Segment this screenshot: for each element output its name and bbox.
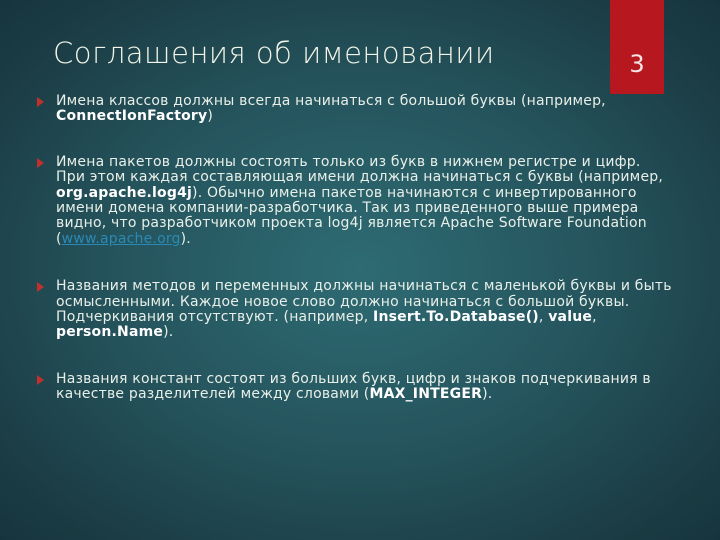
apache-link[interactable]: www.apache.org bbox=[61, 230, 181, 247]
bullet-text: ). bbox=[482, 386, 493, 403]
code-example: value bbox=[548, 309, 593, 326]
bullet-marker-icon bbox=[37, 158, 44, 168]
bullet-class-names bbox=[36, 94, 672, 125]
bullet-text: ). bbox=[180, 230, 191, 247]
bullet-marker-icon bbox=[37, 375, 44, 385]
slide-title: Соглашения об именовании bbox=[53, 36, 495, 70]
bullet-text: , bbox=[592, 309, 597, 326]
code-example: person.Name bbox=[56, 324, 164, 341]
bullet-text: ). Обычно имена пакетов начинаются с инвертированного имени домена компании-разработчика. Так из приведенного выше примера видно, что разработчиком проекта log4j является Apache Software Foundation ( bbox=[56, 184, 647, 247]
bullet-text: ) bbox=[207, 108, 214, 125]
code-example: MAX_INTEGER bbox=[369, 386, 483, 403]
bullet-marker-icon bbox=[37, 97, 44, 107]
bullet-text: , bbox=[538, 309, 549, 326]
bullet-package-names bbox=[36, 155, 672, 247]
bullet-text: Названия методов и переменных должны начинаться с маленькой буквы и быть осмысленными. Каждое новое слово должно начинаться с большой буквы. Подчеркивания отсутствуют. (например, bbox=[56, 278, 672, 326]
bullet-text: Имена пакетов должны состоять только из букв в нижнем регистре и цифр. При этом каждая составляющая имени должна начинаться с буквы (например, bbox=[56, 153, 663, 186]
bullet-text: Имена классов должны всегда начинаться с большой буквы (например, bbox=[56, 93, 606, 109]
bullet-text: ). bbox=[163, 324, 174, 341]
bullet-marker-icon bbox=[37, 282, 44, 292]
bullet-method-names bbox=[36, 279, 672, 341]
bullet-list bbox=[36, 94, 672, 403]
page-number: 3 bbox=[629, 50, 645, 78]
bullet-text: Названия констант состоят из больших букв, цифр и знаков подчеркивания в качестве разделителей между словами ( bbox=[56, 370, 651, 403]
code-example: ConnectIonFactory bbox=[56, 108, 208, 125]
bullet-constant-names bbox=[36, 372, 672, 403]
page-number-tab bbox=[610, 0, 664, 94]
code-example: org.apache.log4j bbox=[56, 184, 193, 201]
code-example: Insert.To.Database() bbox=[373, 309, 539, 326]
